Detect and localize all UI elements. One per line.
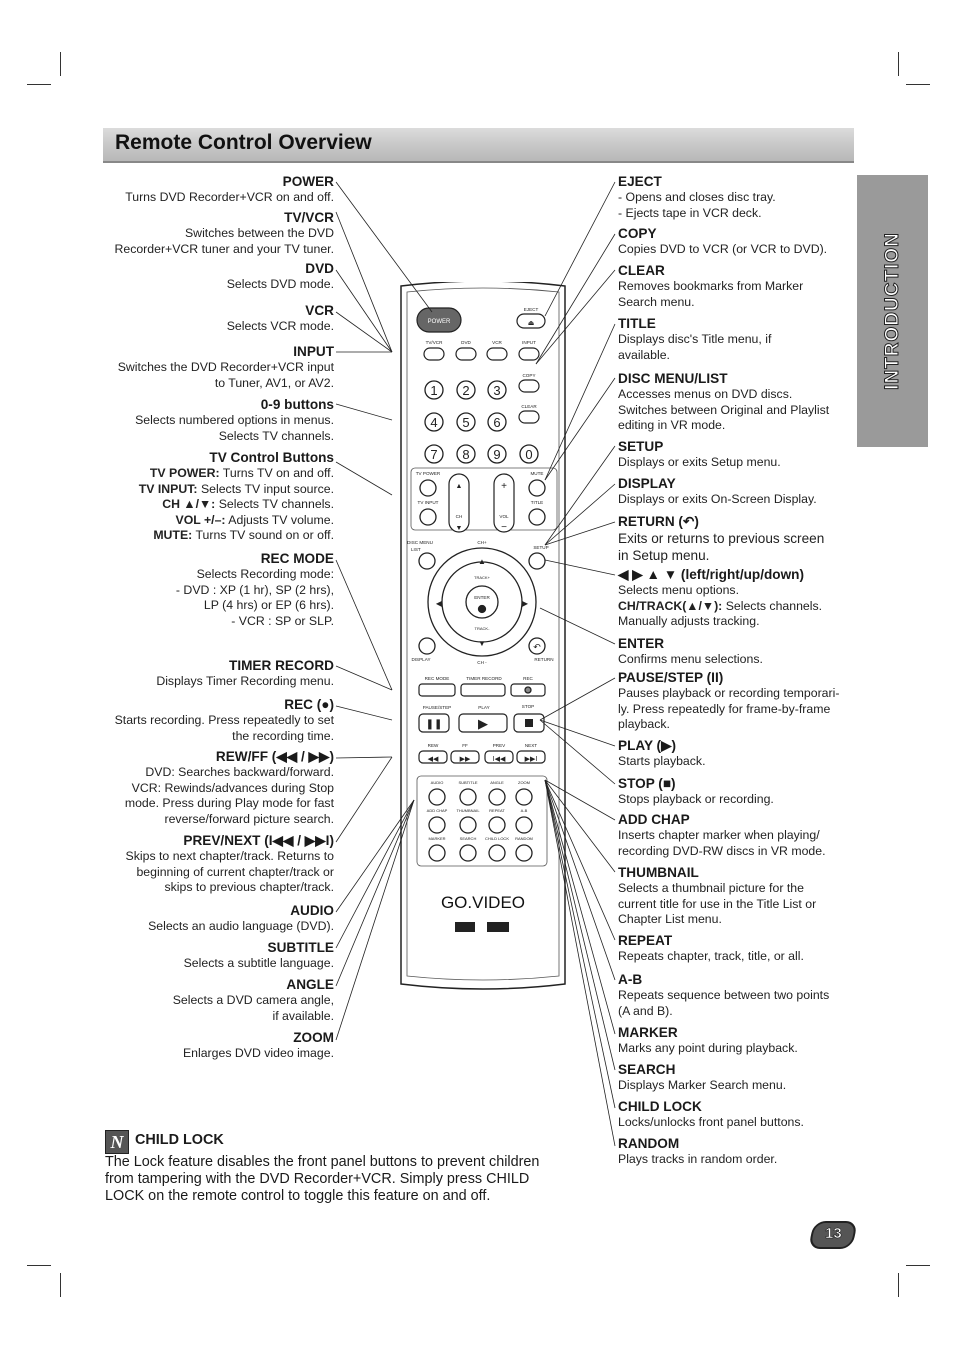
- item-desc-line: Accesses menus on DVD discs.: [618, 387, 793, 401]
- item-desc-line: Repeats chapter, track, title, or all.: [618, 949, 804, 963]
- left-item: [74, 209, 334, 257]
- item-desc-line: Recorder+VCR tuner and your TV tuner.: [114, 241, 334, 256]
- item-desc-line: playback.: [618, 717, 670, 731]
- function-label: REPEAT: [489, 808, 505, 813]
- play-label: PLAY: [478, 705, 490, 710]
- item-desc-line: Inserts chapter marker when playing/: [618, 828, 820, 842]
- right-item: [618, 566, 858, 630]
- tv-control-text: Selects TV channels.: [218, 497, 334, 511]
- crop-mark: [898, 52, 899, 76]
- dvd-logo: [455, 922, 475, 932]
- function-label: AUDIO: [430, 780, 444, 785]
- item-label: SEARCH: [618, 1062, 676, 1077]
- rec-label: REC: [523, 676, 533, 681]
- item-desc-line: mode. Press during Play mode for fast: [124, 796, 334, 810]
- item-label: ZOOM: [293, 1030, 334, 1045]
- mute-label: MUTE: [530, 471, 544, 476]
- digit-label: 5: [462, 415, 470, 430]
- left-item: [74, 832, 334, 896]
- tv-control-text: Turns TV sound on or off.: [195, 528, 334, 542]
- timer-record-label: TIMER RECORD: [466, 676, 502, 681]
- item-desc-line: to Tuner, AV1, or AV2.: [214, 375, 334, 390]
- digit-label: 1: [430, 383, 438, 398]
- leader-line: [336, 212, 392, 352]
- item-label: AUDIO: [290, 903, 334, 918]
- function-button: [460, 845, 476, 861]
- mode-label: DVD: [461, 340, 471, 345]
- skip-icon: ▶▶: [459, 756, 471, 763]
- item-desc-line: - DVD : XP (1 hr), SP (2 hrs),: [175, 582, 334, 597]
- item-desc-line: editing in VR mode.: [618, 418, 726, 432]
- setup-label: SETUP: [533, 545, 549, 550]
- section-tab-label: INTRODUCTION: [881, 232, 903, 390]
- right-item: [618, 438, 858, 471]
- crop-mark: [27, 84, 51, 85]
- enter-dot: [479, 606, 486, 613]
- skip-icon: ▶▶I: [524, 756, 538, 763]
- leader-line: [336, 560, 392, 690]
- item-label: REC MODE: [260, 551, 334, 566]
- right-item: [618, 1061, 858, 1094]
- remote-control-illustration: [397, 282, 569, 992]
- item-desc-line: Switches between the DVD: [184, 226, 334, 240]
- rec-dot: [525, 687, 531, 693]
- crop-mark: [906, 1265, 930, 1266]
- eject-icon: ⏏: [527, 320, 535, 327]
- item-desc-line: beginning of current chapter/track or: [136, 864, 334, 879]
- tv-power-button: [420, 480, 436, 496]
- item-desc-line: DVD: Searches backward/forward.: [145, 765, 334, 779]
- right-item: [618, 1135, 858, 1168]
- item-desc-line: Plays tracks in random order.: [618, 1152, 778, 1166]
- function-label: SEARCH: [459, 836, 477, 841]
- item-label: PAUSE/STEP (II): [618, 670, 724, 685]
- note-text: The Lock feature disables the front panel buttons to prevent children from tampering with the DVD Recorder+VCR. Simply press CHILD LOCK on the remote control to toggle this feature on and off.: [105, 1154, 540, 1204]
- item-desc-line: Exits or returns to previous screen: [618, 531, 825, 546]
- page-title: Remote Control Overview: [115, 131, 372, 154]
- leader-line: [336, 706, 392, 720]
- ch-up-icon: ▲: [455, 483, 463, 490]
- item-desc-line: Starts recording. Press repeatedly to set: [114, 713, 334, 727]
- item-label: DVD: [305, 261, 334, 276]
- item-desc-line: Selects numbered options in menus.: [135, 413, 334, 427]
- item-label: 0-9 buttons: [260, 397, 334, 412]
- left-item: [74, 657, 334, 690]
- right-item: [618, 737, 858, 770]
- item-label: TV/VCR: [284, 210, 334, 225]
- item-label: ANGLE: [286, 977, 334, 992]
- item-desc-line: current title for use in the Title List or: [618, 896, 817, 911]
- ch-plus-label: CH+: [477, 540, 487, 545]
- item-label: STOP (■): [618, 776, 676, 791]
- tv-control-line: [74, 513, 334, 529]
- right-item: [618, 775, 858, 808]
- crop-mark: [27, 1265, 51, 1266]
- track-plus-label: TRACK+: [474, 575, 490, 580]
- item-desc-line: Selects a thumbnail picture for the: [618, 881, 804, 895]
- display-button: [419, 638, 435, 654]
- item-desc-line: Displays or exits On-Screen Display.: [618, 492, 817, 506]
- crop-mark: [60, 1273, 61, 1297]
- mode-button: [424, 348, 444, 360]
- tv-control-line: [74, 497, 334, 513]
- item-desc-line: Selects a DVD camera angle,: [172, 993, 334, 1007]
- item-label: ADD CHAP: [618, 812, 690, 827]
- tv-input-label: TV INPUT: [417, 500, 439, 505]
- left-item: [74, 449, 334, 544]
- left-item: [74, 1029, 334, 1062]
- item-desc-line: ly. Press repeatedly for frame-by-frame: [618, 701, 831, 716]
- nav-left-icon: ◀: [435, 599, 443, 608]
- function-button: [460, 789, 476, 805]
- function-button: [516, 789, 532, 805]
- item-desc-line: Displays disc's Title menu, if: [618, 332, 772, 346]
- leader-line: [336, 270, 392, 352]
- tv-control-line: [74, 466, 334, 482]
- item-label: REPEAT: [618, 933, 673, 948]
- item-label: CLEAR: [618, 263, 665, 278]
- title-button: [529, 509, 545, 525]
- left-item: [74, 939, 334, 972]
- function-label: SUBTITLE: [458, 780, 478, 785]
- right-item: [618, 932, 858, 965]
- tv-control-line: [74, 528, 334, 544]
- tv-control-key: TV POWER:: [149, 466, 220, 480]
- crop-mark: [898, 1273, 899, 1297]
- left-item: [74, 396, 334, 444]
- item-label: RANDOM: [618, 1136, 680, 1151]
- item-desc-line: (A and B).: [618, 1003, 673, 1018]
- right-item: [618, 173, 858, 221]
- item-label: TV Control Buttons: [209, 450, 334, 465]
- function-button: [516, 845, 532, 861]
- item-label: TITLE: [618, 316, 656, 331]
- nav-down-icon: ▼: [478, 639, 486, 648]
- left-item: [74, 550, 334, 629]
- return-label: RETURN: [534, 657, 554, 662]
- left-item: [74, 902, 334, 935]
- leader-line: [336, 757, 392, 758]
- item-label: VCR: [305, 303, 334, 318]
- digit-label: 8: [462, 447, 470, 462]
- item-desc-line: in Setup menu.: [618, 548, 710, 563]
- leader-line: [336, 666, 392, 690]
- mode-label: TV/VCR: [425, 340, 443, 345]
- left-item: [74, 976, 334, 1024]
- item-desc-line: Search menu.: [618, 294, 695, 309]
- mode-button: [487, 348, 507, 360]
- item-desc-line: - Ejects tape in VCR deck.: [618, 205, 762, 220]
- item-desc-line: Selects VCR mode.: [226, 319, 334, 333]
- note-icon: N: [105, 1130, 129, 1154]
- rec-mode-label: REC MODE: [424, 676, 450, 681]
- function-button: [516, 817, 532, 833]
- leader-line: [336, 757, 392, 842]
- item-desc-line: Locks/unlocks front panel buttons.: [618, 1115, 804, 1129]
- brand-logo: GO.VIDEO: [440, 893, 526, 912]
- item-label: SETUP: [618, 439, 664, 454]
- function-label: RANDOM: [515, 836, 533, 841]
- skip-label: FF: [462, 743, 468, 748]
- tv-control-text: Adjusts TV volume.: [228, 512, 334, 527]
- item-desc-line: Selects an audio language (DVD).: [148, 919, 334, 933]
- ch-minus-label: CH -: [477, 660, 487, 665]
- digit-label: 6: [493, 415, 501, 430]
- left-item: [74, 302, 334, 335]
- item-desc-line: Confirms menu selections.: [618, 652, 763, 666]
- right-item: [618, 513, 858, 564]
- note-title: CHILD LOCK: [135, 1132, 224, 1148]
- skip-label: NEXT: [524, 743, 538, 748]
- right-item: [618, 1098, 858, 1131]
- function-label: THUMBNAIL: [456, 808, 480, 813]
- right-item: [618, 864, 858, 928]
- function-label: A-B: [520, 808, 528, 813]
- leader-line: [336, 462, 392, 495]
- left-item: [74, 696, 334, 744]
- pause-icon: ❚❚: [425, 719, 443, 730]
- item-label: THUMBNAIL: [618, 865, 699, 880]
- item-desc-line: Enlarges DVD video image.: [182, 1046, 334, 1060]
- item-label: EJECT: [618, 174, 662, 189]
- tv-control-key: VOL +/–:: [175, 512, 226, 527]
- item-label: SUBTITLE: [267, 940, 334, 955]
- item-desc-line: Stops playback or recording.: [618, 792, 774, 806]
- leader-line: [336, 312, 392, 352]
- child-lock-note: [105, 1130, 555, 1205]
- function-button: [429, 789, 445, 805]
- digit-label: 9: [493, 447, 501, 462]
- item-label: POWER: [282, 174, 334, 189]
- item-desc-line: Switches between Original and Playlist: [618, 402, 830, 417]
- skip-label: PREV: [492, 743, 506, 748]
- tv-control-text: Selects TV input source.: [200, 481, 334, 496]
- item-label: REW/FF (◀◀ / ▶▶): [215, 749, 334, 764]
- digit-label: 3: [493, 383, 501, 398]
- stop-icon: [525, 719, 533, 727]
- right-item: [618, 262, 858, 310]
- item-desc-line: if available.: [272, 1008, 334, 1023]
- item-desc-line: Copies DVD to VCR (or VCR to DVD).: [618, 242, 828, 256]
- right-item: [618, 370, 858, 434]
- item-label: DISPLAY: [618, 476, 676, 491]
- item-desc-line: Pauses playback or recording temporari-: [618, 686, 840, 700]
- function-button: [489, 789, 505, 805]
- item-desc-line: Repeats sequence between two points: [618, 988, 830, 1002]
- leader-line: [336, 404, 392, 420]
- left-item: [74, 343, 334, 391]
- item-label: MARKER: [618, 1025, 678, 1040]
- digit-label: 2: [462, 383, 470, 398]
- item-desc-line: Skips to next chapter/track. Returns to: [125, 849, 334, 863]
- mode-label: INPUT: [522, 340, 536, 345]
- tv-control-key: CH ▲/▼:: [162, 497, 216, 511]
- tv-power-label: TV POWER: [415, 471, 441, 476]
- disc-menu-button: [419, 553, 435, 569]
- item-desc-line: Selects menu options.: [618, 583, 739, 597]
- chtrack-line2: Manually adjusts tracking.: [618, 614, 760, 628]
- function-button: [489, 845, 505, 861]
- pause-step-label: PAUSE/STEP: [422, 705, 452, 710]
- item-desc-line: reverse/forward picture search.: [164, 811, 334, 826]
- crop-mark: [906, 84, 930, 85]
- function-label: MARKER: [428, 836, 446, 841]
- item-label: DISC MENU/LIST: [618, 371, 728, 386]
- item-desc-line: LP (4 hrs) or EP (6 hrs).: [203, 598, 334, 612]
- right-item: [618, 1024, 858, 1057]
- clear-label: CLEAR: [521, 404, 537, 409]
- item-desc-line: Switches the DVD Recorder+VCR input: [117, 360, 334, 374]
- chtrack-text: Selects channels.: [725, 598, 823, 613]
- function-button: [429, 845, 445, 861]
- clear-button: [519, 411, 539, 423]
- enter-button: [466, 586, 498, 618]
- ch-label: CH: [455, 514, 463, 519]
- tv-input-button: [420, 509, 436, 525]
- page-number: 13: [824, 1225, 842, 1242]
- item-label: PREV/NEXT (I◀◀ / ▶▶I): [183, 833, 334, 848]
- item-desc-line: Turns DVD Recorder+VCR on and off.: [125, 190, 334, 204]
- item-desc-line: Selects Recording mode:: [196, 567, 334, 581]
- right-item: [618, 811, 858, 859]
- digit-label: 4: [430, 415, 438, 430]
- power-label: POWER: [427, 319, 451, 325]
- title-bar: [103, 128, 854, 163]
- right-item: [618, 225, 858, 258]
- enter-label: ENTER: [474, 595, 490, 600]
- left-item: [74, 260, 334, 293]
- item-label: INPUT: [293, 344, 334, 359]
- eject-label: EJECT: [523, 307, 539, 312]
- item-label: PLAY (▶): [618, 738, 677, 753]
- disc-menu-label: DISC MENU: [407, 540, 433, 545]
- tv-control-key: MUTE:: [153, 528, 193, 542]
- ch-down-icon: ▼: [455, 525, 463, 532]
- item-desc-line: Selects DVD mode.: [226, 277, 334, 291]
- rec-mode-button: [419, 684, 455, 696]
- mute-button: [529, 480, 545, 496]
- function-label: ZOOM: [518, 780, 530, 785]
- item-desc-line: Selects TV channels.: [218, 428, 334, 443]
- function-button: [429, 817, 445, 833]
- return-icon: ↶: [533, 642, 541, 652]
- item-label: RETURN (↶): [618, 514, 699, 529]
- vol-label: VOL: [499, 514, 509, 519]
- item-desc-line: VCR: Rewinds/advances during Stop: [131, 780, 334, 795]
- tv-control-text: Turns TV on and off.: [222, 466, 334, 480]
- item-desc-line: available.: [618, 347, 670, 362]
- page-number-badge: [808, 1221, 858, 1249]
- function-label: ANGLE: [490, 780, 504, 785]
- item-desc-line: Marks any point during playback.: [618, 1041, 798, 1055]
- function-button: [460, 817, 476, 833]
- item-desc-line: Chapter List menu.: [618, 912, 722, 926]
- chtrack-line: [618, 599, 858, 615]
- vol-down-icon: −: [501, 522, 507, 533]
- item-label: REC (●): [284, 697, 334, 712]
- title-label: TITLE: [530, 500, 544, 505]
- tv-control-key: TV INPUT:: [138, 481, 198, 496]
- item-label: A-B: [618, 972, 643, 987]
- function-label: ADD CHAP: [426, 808, 448, 813]
- skip-icon: I◀◀: [492, 756, 506, 763]
- item-desc-line: Displays Marker Search menu.: [618, 1078, 787, 1092]
- mode-button: [456, 348, 476, 360]
- setup-button: [529, 553, 545, 569]
- mode-label: VCR: [492, 340, 502, 345]
- digit-label: 0: [525, 447, 533, 462]
- stop-label: STOP: [521, 704, 535, 709]
- item-label: TIMER RECORD: [229, 658, 334, 673]
- list-label: LIST: [411, 547, 421, 552]
- item-desc-line: Displays Timer Recording menu.: [156, 674, 334, 688]
- skip-label: REW: [427, 743, 439, 748]
- timer-record-button: [461, 684, 505, 696]
- play-icon: ▶: [478, 716, 488, 731]
- right-item: [618, 315, 858, 363]
- nav-up-icon: ▲: [478, 557, 486, 566]
- item-desc-line: the recording time.: [232, 728, 334, 743]
- right-item: [618, 635, 858, 668]
- item-desc-line: Selects a subtitle language.: [183, 956, 334, 970]
- chtrack-key: CH/TRACK(▲/▼):: [618, 598, 723, 613]
- skip-icon: ◀◀: [427, 756, 439, 763]
- item-desc-line: recording DVD-RW discs in VR mode.: [618, 843, 826, 858]
- item-desc-line: Starts playback.: [618, 754, 706, 768]
- section-tab: [857, 175, 928, 447]
- vol-up-icon: +: [501, 481, 507, 492]
- mode-button: [519, 348, 539, 360]
- item-label: COPY: [618, 226, 657, 241]
- digit-label: 7: [430, 447, 438, 462]
- vhs-logo: [487, 922, 509, 932]
- right-item: [618, 971, 858, 1019]
- item-label: CHILD LOCK: [618, 1099, 702, 1114]
- copy-label: COPY: [522, 373, 536, 378]
- right-item: [618, 475, 858, 508]
- right-item: [618, 669, 858, 733]
- left-item: [74, 748, 334, 827]
- left-item: [74, 173, 334, 206]
- copy-button: [519, 380, 539, 392]
- item-label: ◀ ▶ ▲ ▼ (left/right/up/down): [618, 567, 804, 582]
- function-button: [489, 817, 505, 833]
- nav-right-icon: ▶: [521, 599, 529, 608]
- item-desc-line: Removes bookmarks from Marker: [618, 279, 804, 293]
- tv-control-line: [74, 482, 334, 498]
- function-label: CHILD LOCK: [484, 836, 510, 841]
- display-label: DISPLAY: [411, 657, 431, 662]
- item-desc-line: - Opens and closes disc tray.: [618, 190, 776, 204]
- crop-mark: [60, 52, 61, 76]
- item-desc-line: skips to previous chapter/track.: [164, 880, 334, 894]
- track-minus-label: TRACK-: [474, 626, 490, 631]
- item-label: ENTER: [618, 636, 665, 651]
- item-desc-line: Displays or exits Setup menu.: [618, 455, 781, 469]
- item-desc-line: - VCR : SP or SLP.: [231, 613, 334, 628]
